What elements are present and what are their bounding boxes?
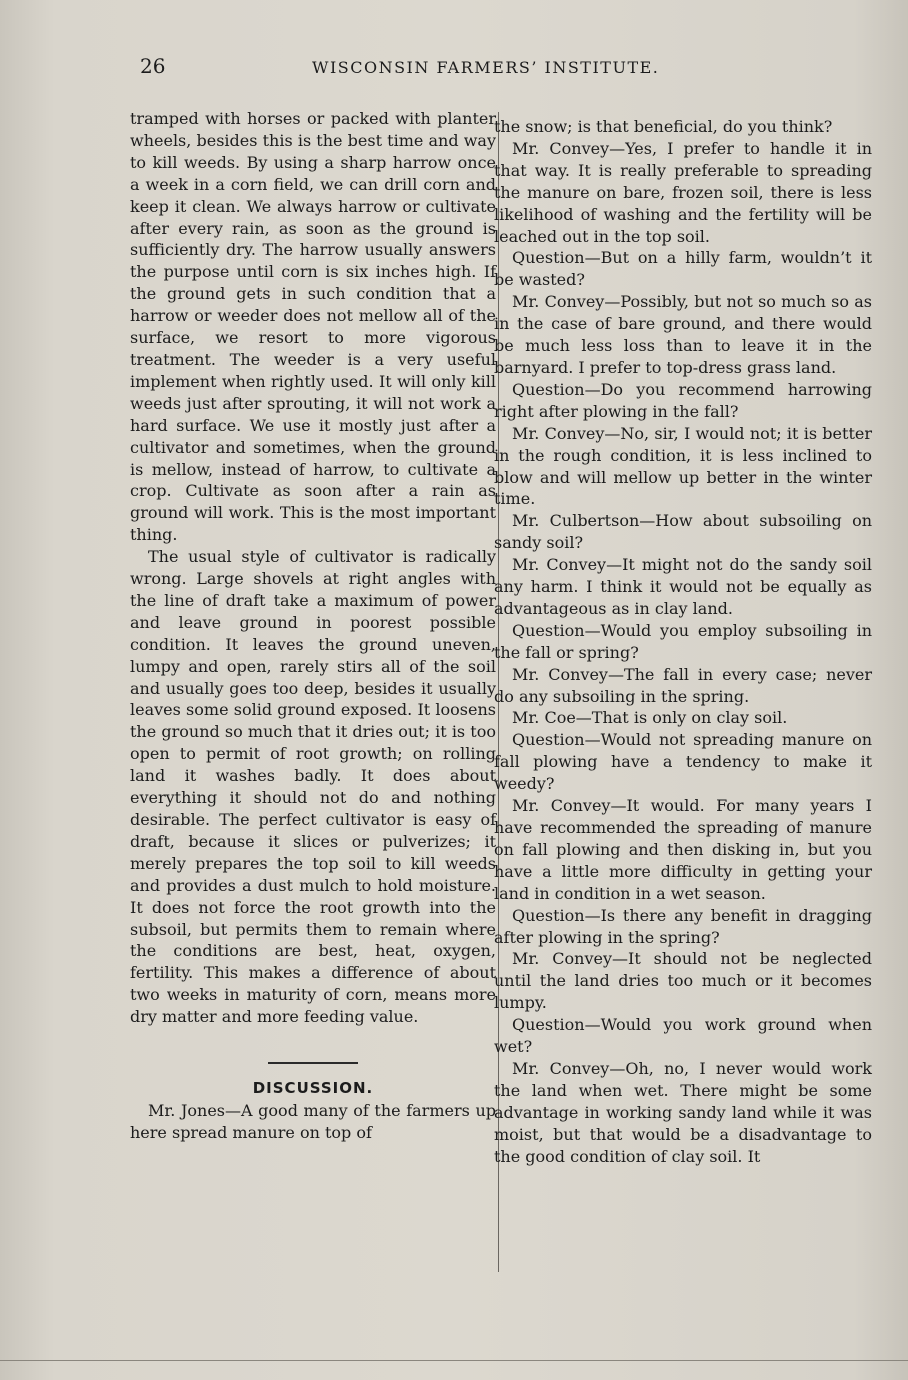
right-paragraph: Mr. Culbertson—How about subsoiling on sandy soil? — [494, 511, 872, 553]
page-number: 26 — [140, 54, 166, 78]
right-column — [494, 116, 872, 1168]
discussion-first-paragraph: Mr. Jones—A good many of the farmers up here spread manure on top of — [130, 1100, 496, 1142]
right-paragraph: Question—But on a hilly farm, wouldn’t it be wasted? — [494, 248, 872, 290]
right-paragraph: Mr. Convey—It should not be neglected until the land dries too much or it becomes lumpy. — [494, 949, 872, 1013]
page-header — [140, 54, 700, 84]
left-paragraph-2: The usual style of cultivator is radically wrong. Large shovels at right angles with the line of draft take a maximum of power and leave ground in poorest possible condition. It leaves the ground uneven, lumpy and open, rarely stirs all of the soil and usually goes too deep, besides it usually leaves some solid ground exposed. It loosens the ground so much that it dries out; it is too open to permit of root growth; on rolling land it washes badly. It does about everything it should not do and nothing desirable. The perfect cultivator is easy of draft, because it slices or pulverizes; it merely prepares the top soil to kill weeds and provides a dust mulch to hold moisture. It does not force the root growth into the subsoil, but permits them to remain where the conditions are best, heat, oxygen, fertility. This makes a difference of about two weeks in maturity of corn, means more dry matter and more feeding value. — [130, 547, 496, 1027]
right-paragraph: Question—Do you recommend harrowing right after plowing in the fall? — [494, 379, 872, 421]
right-paragraph: Question—Is there any benefit in dragging after plowing in the spring? — [494, 905, 872, 947]
section-divider — [268, 1062, 358, 1064]
right-paragraph: Mr. Coe—That is only on clay soil. — [512, 708, 788, 728]
right-paragraph: Question—Would not spreading manure on fall plowing have a tendency to make it weedy? — [494, 730, 872, 794]
left-paragraph-1: tramped with horses or packed with planter wheels, besides this is the best time and way to kill weeds. By using a sharp harrow once a week in a corn field, we can drill corn and keep it clean. We always harrow or cultivate after every rain, as soon as the ground is sufficiently dry. The harrow usually answers the purpose until corn is six inches high. If the ground gets in such condition that a harrow or weeder does not mellow all of the surface, we resort to more vigorous treatment. The weeder is a very useful implement when rightly used. It will only kill weeds just after sprouting, it will not work a hard surface. We use it mostly just after a cultivator and sometimes, when the ground is mellow, instead of harrow, to cultivate a crop. Cultivate as soon after a rain as ground will work. This is the most important thing. — [130, 109, 496, 545]
discussion-heading: DISCUSSION. — [252, 1079, 374, 1098]
right-paragraph: Mr. Convey—It would. For many years I have recommended the spreading of manure on fall plowing and then disking in, but you have a little more difficulty in getting your land in condition in a wet season. — [494, 796, 872, 903]
page-edge-line — [0, 1360, 908, 1361]
running-title: WISCONSIN FARMERS’ INSTITUTE. — [312, 58, 660, 77]
right-paragraph: Mr. Convey—It might not do the sandy soil any harm. I think it would not be equally as advantageous as in clay land. — [494, 555, 872, 618]
right-paragraph: Mr. Convey—No, sir, I would not; it is better in the rough condition, it is less inclined to blow and will mellow up better in the winter time. — [494, 423, 872, 509]
right-paragraph: Mr. Convey—The fall in every case; never do any subsoiling in the spring. — [494, 664, 872, 706]
right-paragraph: Mr. Convey—Oh, no, I never would work the land when wet. There might be some advantage in working sandy land while it was moist, but that would be a disadvantage to the good condition of clay soil. It — [494, 1058, 872, 1166]
right-paragraph: Question—Would you employ subsoiling in the fall or spring? — [494, 620, 872, 662]
right-paragraph: Question—Would you work ground when wet? — [494, 1015, 872, 1057]
right-paragraph: Mr. Convey—Possibly, but not so much so as in the case of bare ground, and there would be much less loss than to leave it in the barnyard. I prefer to top-dress grass land. — [494, 292, 872, 377]
right-paragraph: Mr. Convey—Yes, I prefer to handle it in that way. It is really preferable to spreading the manure on bare, frozen soil, there is less likelihood of washing and the fertility will be leached out in the top soil. — [494, 138, 872, 246]
left-column — [130, 108, 496, 1144]
right-paragraph: the snow; is that beneficial, do you think? — [494, 117, 833, 136]
